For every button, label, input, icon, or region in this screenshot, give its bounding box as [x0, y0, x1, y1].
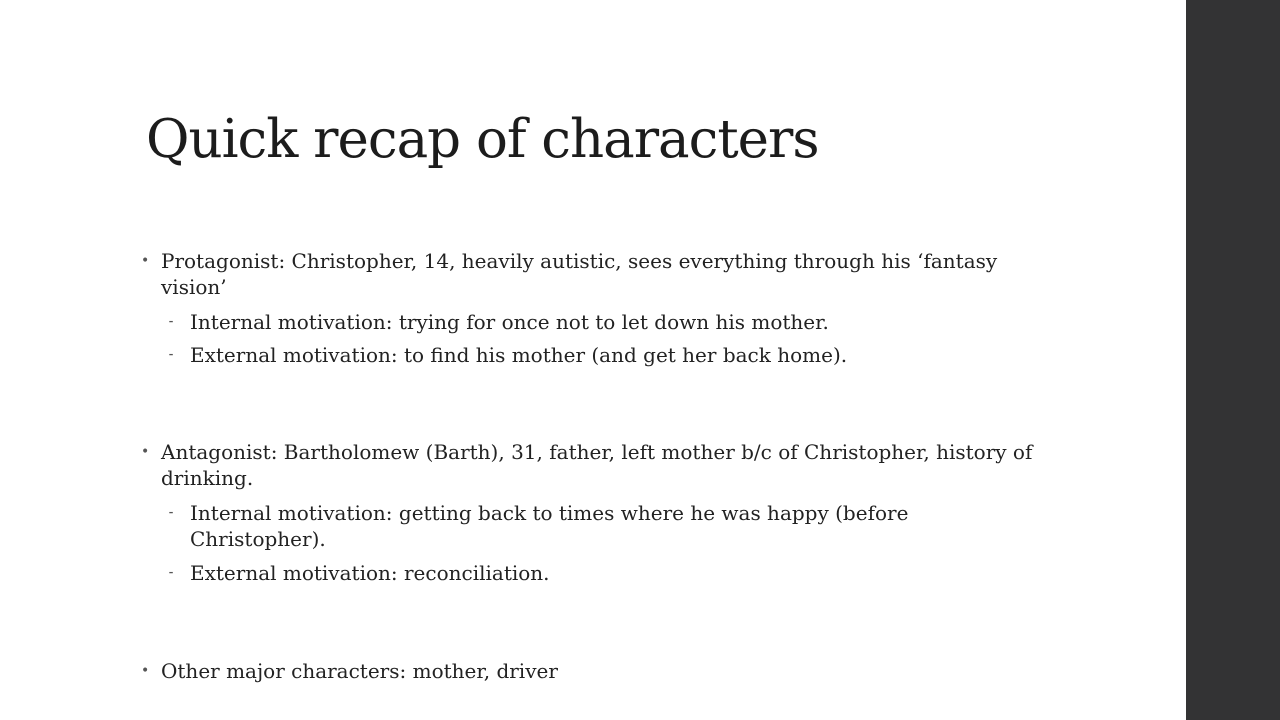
sub-bullet-protagonist-internal	[168, 309, 1010, 335]
sub-bullet-antagonist-internal	[168, 500, 1010, 552]
sub-bullet-text: External motivation: to find his mother (and get her back home).	[190, 343, 848, 367]
bullet-marker: •	[141, 444, 150, 460]
bullet-text: Protagonist: Christopher, 14, heavily autistic, sees everything through his ‘fantasy vision’	[161, 249, 998, 299]
side-accent-bar	[1186, 0, 1280, 720]
sub-bullet-text: Internal motivation: trying for once not to let down his mother.	[190, 310, 829, 334]
sub-bullet-marker: ⁃	[168, 566, 174, 580]
sub-bullet-marker: ⁃	[168, 315, 174, 329]
sub-bullet-marker: ⁃	[168, 506, 174, 520]
bullet-other-characters	[141, 658, 1041, 684]
bullet-text: Other major characters: mother, driver	[161, 659, 558, 683]
bullet-protagonist	[141, 248, 1041, 300]
bullet-marker: •	[141, 663, 150, 679]
sub-bullet-antagonist-external	[168, 560, 1010, 586]
bullet-text: Antagonist: Bartholomew (Barth), 31, father, left mother b/c of Christopher, history of drinking.	[161, 440, 1033, 490]
sub-bullet-marker: ⁃	[168, 348, 174, 362]
sub-bullet-text: Internal motivation: getting back to times where he was happy (before Christopher).	[190, 501, 909, 551]
slide-title: Quick recap of characters	[146, 109, 819, 170]
sub-bullet-text: External motivation: reconciliation.	[190, 561, 550, 585]
bullet-antagonist	[141, 439, 1041, 491]
bullet-marker: •	[141, 253, 150, 269]
sub-bullet-protagonist-external	[168, 342, 1010, 368]
